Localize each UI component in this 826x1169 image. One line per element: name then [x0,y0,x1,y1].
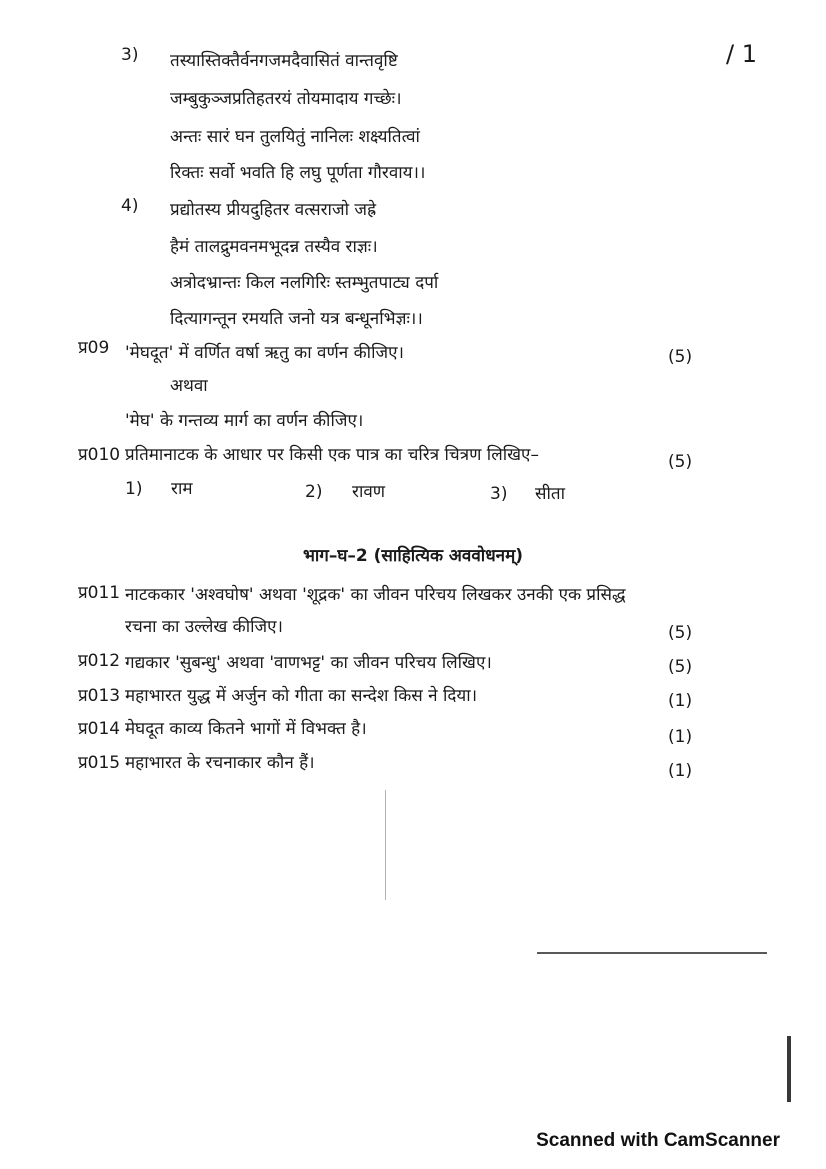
verse-line: जम्बुकुञ्जप्रतिहतरयं तोयमादाय गच्छेः। [170,89,402,109]
question-label: प्र012 [78,651,121,671]
question-marks: (1) [668,761,693,781]
scan-fold-artifact [385,790,386,900]
question-marks: (5) [668,623,693,643]
section-heading: भाग–घ–2 (साहित्यिक अववोधनम्) [302,546,524,566]
question-marks: (5) [668,452,693,472]
alternate-question: 'मेघ' के गन्तव्य मार्ग का वर्णन कीजिए। [125,411,364,431]
or-label: अथवा [170,376,208,396]
option-number: 3) [490,484,508,504]
question-text: महाभारत के रचनाकार कौन हैं। [125,753,315,773]
question-label: प्र014 [78,719,121,739]
verse-line: रिक्तः सर्वो भवति हि लघु पूर्णता गौरवाय।। [170,163,426,183]
corner-mark: / 1 [726,40,757,68]
scan-edge-artifact [787,1036,791,1102]
verse-number: 4) [121,196,139,216]
option-text: रावण [352,482,386,502]
scan-line-artifact [537,952,767,954]
verse-line: अन्तः सारं घन तुलयितुं नानिलः शक्ष्यतित्वां [170,127,420,147]
question-marks: (1) [668,727,693,747]
question-text: महाभारत युद्ध में अर्जुन को गीता का सन्देश किस ने दिया। [125,686,478,706]
verse-line: अत्रोदभ्रान्तः किल नलगिरिः स्तम्भुतपाट्य दर्पा [170,273,439,293]
question-label: प्र015 [78,753,121,773]
question-marks: (5) [668,347,693,367]
option-number: 1) [125,479,143,499]
question-text: गद्यकार 'सुबन्धु' अथवा 'वाणभट्ट' का जीवन परिचय लिखिए। [125,653,492,673]
option-number: 2) [305,482,323,502]
verse-line: तस्यास्तिक्तैर्वनगजमदैवासितं वान्तवृष्टि [170,51,398,71]
option-text: राम [171,479,193,499]
scanner-watermark: Scanned with CamScanner [536,1130,780,1151]
option-text: सीता [535,484,565,504]
verse-line: हैमं तालद्रुमवनमभूदन्न तस्यैव राज्ञः। [170,237,378,257]
question-label: प्र09 [78,338,110,358]
question-marks: (5) [668,657,693,677]
question-text: मेघदूत काव्य कितने भागों में विभक्त है। [125,719,367,739]
verse-line: दित्यागन्तून रमयति जनो यत्र बन्धूनभिज्ञः।। [170,309,423,329]
question-label: प्र013 [78,686,121,706]
verse-line: प्रद्योतस्य प्रीयदुहितर वत्सराजो जह्रे [170,200,377,220]
question-text: नाटककार 'अश्वघोष' अथवा 'शूद्रक' का जीवन परिचय लिखकर उनकी एक प्रसिद्ध [125,585,626,605]
question-text: प्रतिमानाटक के आधार पर किसी एक पात्र का चरित्र चित्रण लिखिए– [125,445,539,465]
question-marks: (1) [668,691,693,711]
question-label: प्र010 [78,445,121,465]
verse-number: 3) [121,45,139,65]
question-label: प्र011 [78,583,121,603]
question-text-continued: रचना का उल्लेख कीजिए। [125,617,283,637]
question-text: 'मेघदूत' में वर्णित वर्षा ऋतु का वर्णन कीजिए। [125,343,404,363]
